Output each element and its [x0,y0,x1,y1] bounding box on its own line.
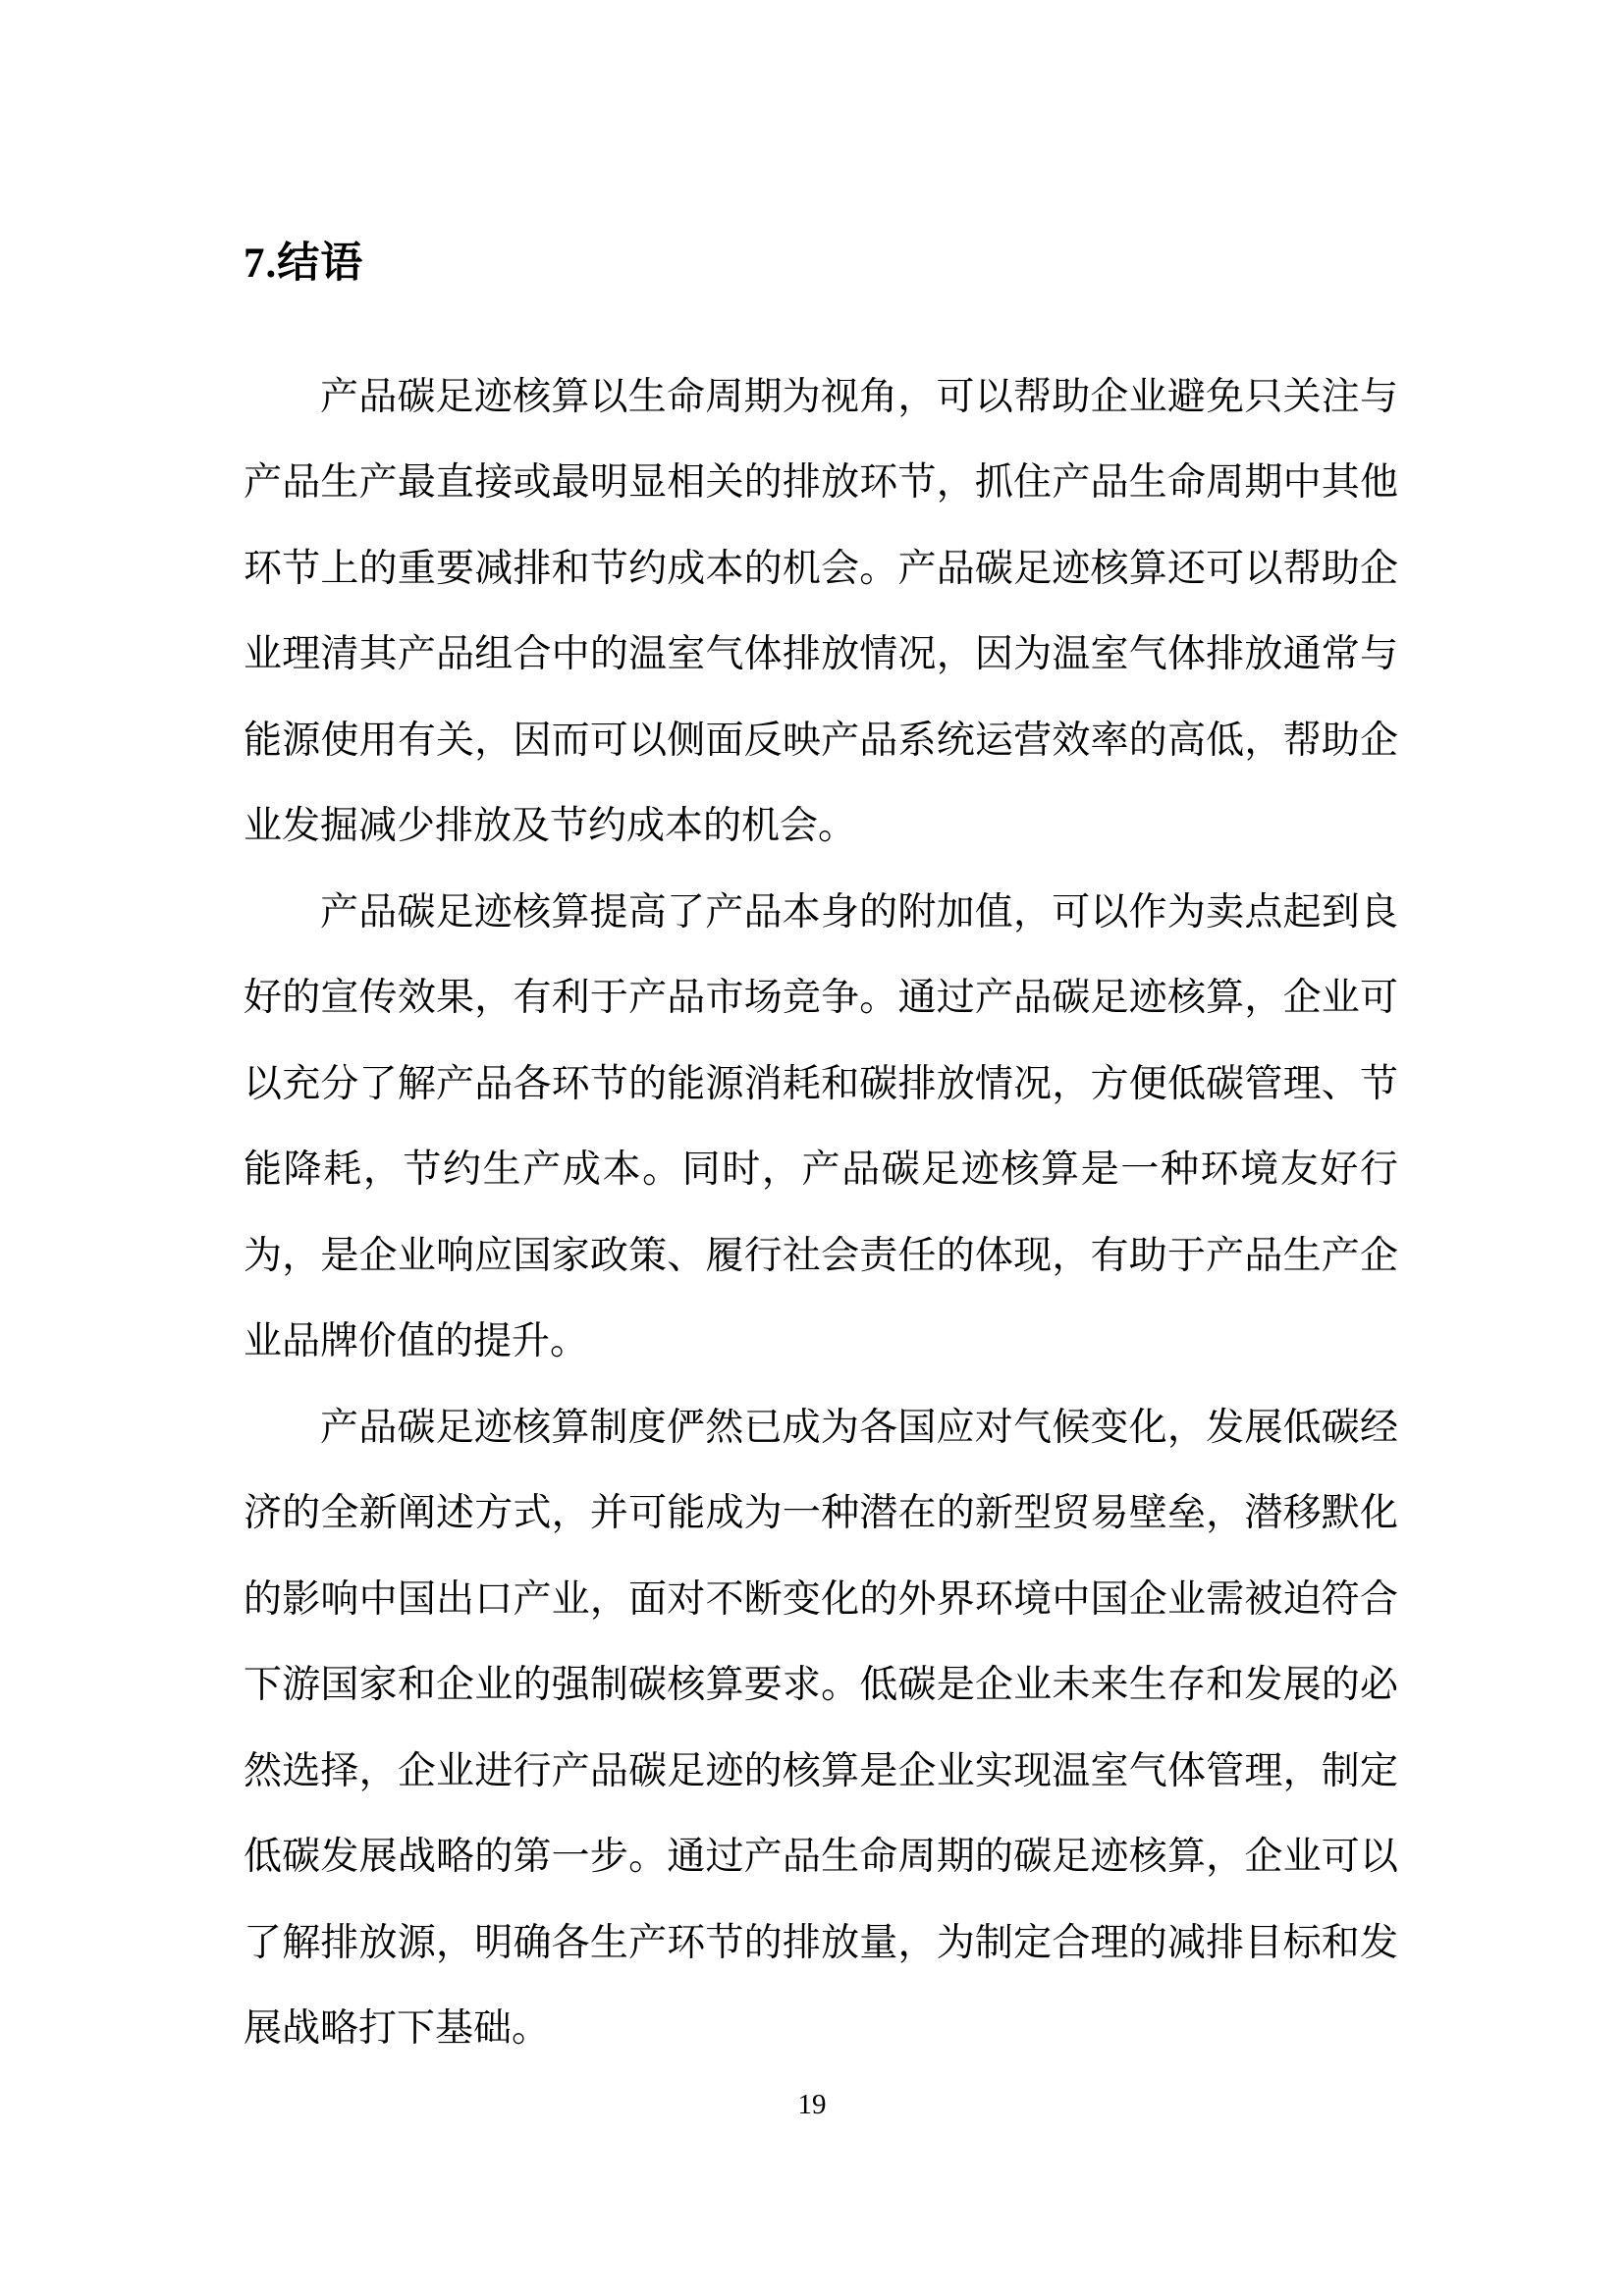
paragraph-1: 产品碳足迹核算以生命周期为视角，可以帮助企业避免只关注与产品生产最直接或最明显相关的排放环节，抓住产品生命周期中其他环节上的重要减排和节约成本的机会。产品碳足迹核算还可以帮助企业理清其产品组合中的温室气体排放情况，因为温室气体排放通常与能源使用有关，因而可以侧面反映产品系统运营效率的高低，帮助企业发掘减少排放及节约成本的机会。 [244,375,1398,848]
section-heading: 7.结语 [244,240,364,287]
paragraph-2: 产品碳足迹核算提高了产品本身的附加值，可以作为卖点起到良好的宣传效果，有利于产品市场竞争。通过产品碳足迹核算，企业可以充分了解产品各环节的能源消耗和碳排放情况，方便低碳管理、节能降耗，节约生产成本。同时，产品碳足迹核算是一种环境友好行为，是企业响应国家政策、履行社会责任的体现，有助于产品生产企业品牌价值的提升。 [244,890,1398,1363]
paragraph-3: 产品碳足迹核算制度俨然已成为各国应对气候变化，发展低碳经济的全新阐述方式，并可能成为一种潜在的新型贸易壁垒，潜移默化的影响中国出口产业，面对不断变化的外界环境中国企业需被迫符合下游国家和企业的强制碳核算要求。低碳是企业未来生存和发展的必然选择，企业进行产品碳足迹的核算是企业实现温室气体管理，制定低碳发展战略的第一步。通过产品生命周期的碳足迹核算，企业可以了解排放源，明确各生产环节的排放量，为制定合理的减排目标和发展战略打下基础。 [244,1406,1398,2051]
page-number: 19 [797,2089,827,2120]
